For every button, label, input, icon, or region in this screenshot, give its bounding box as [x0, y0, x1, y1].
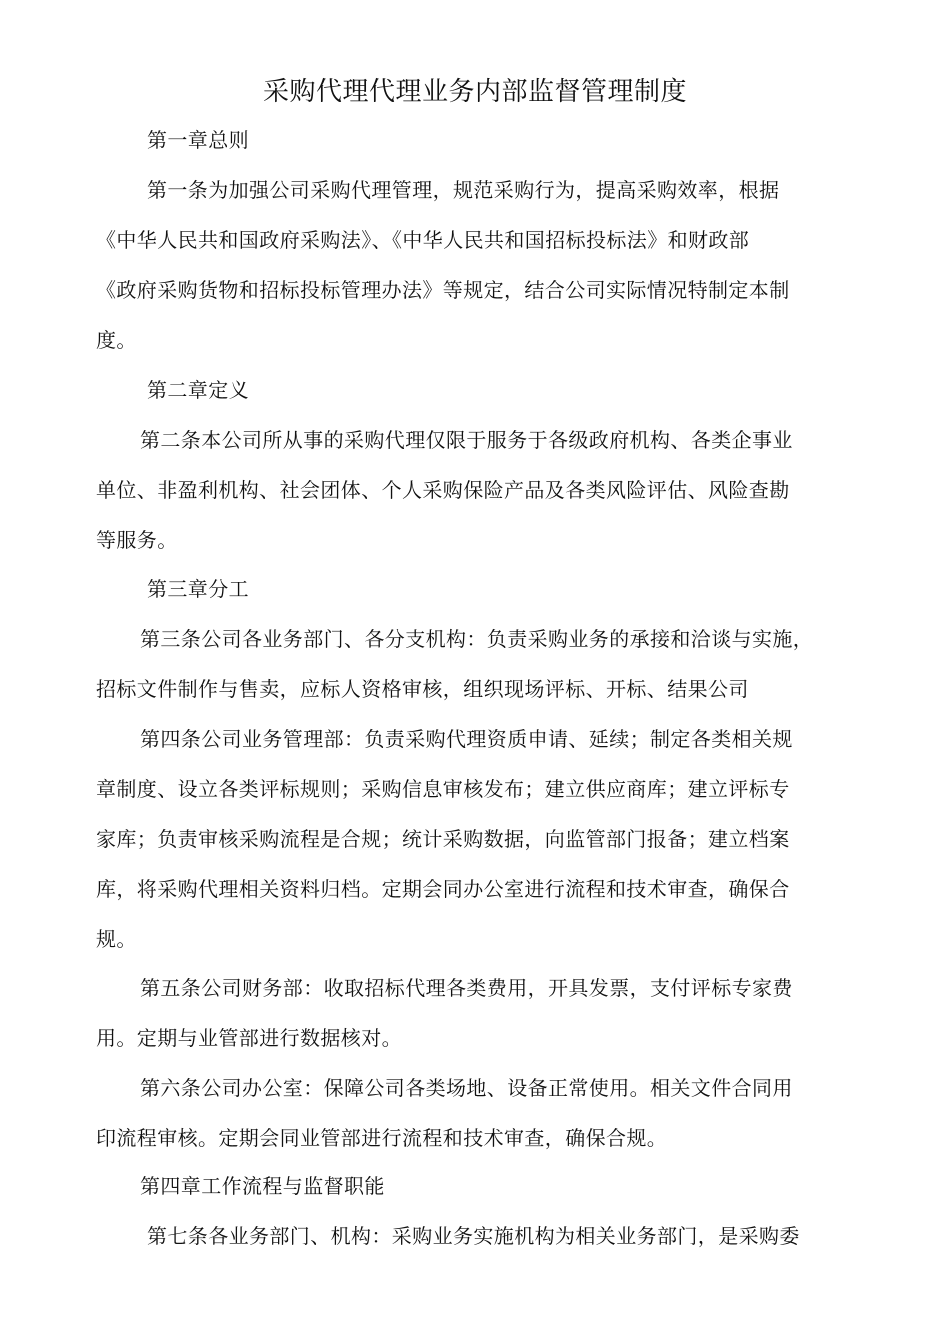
- paragraph-line: 印流程审核。定期会同业管部进行流程和技术审查，确保合规。: [96, 1126, 668, 1150]
- paragraph-line: 家库；负责审核采购流程是合规；统计采购数据，向监管部门报备；建立档案: [96, 827, 790, 851]
- chapter-heading: 第三章分工: [147, 577, 249, 601]
- chapter-heading: 第四章工作流程与监督职能: [140, 1174, 385, 1198]
- paragraph-line: 第六条公司办公室：保障公司各类场地、设备正常使用。相关文件合同用: [140, 1076, 793, 1100]
- paragraph-line: 规。: [96, 927, 137, 951]
- paragraph-line: 《政府采购货物和招标投标管理办法》等规定，结合公司实际情况特制定本制: [96, 278, 790, 302]
- paragraph-line: 第七条各业务部门、机构：采购业务实施机构为相关业务部门，是采购委: [147, 1224, 800, 1248]
- paragraph-line: 第三条公司各业务部门、各分支机构：负责采购业务的承接和洽谈与实施，: [140, 627, 814, 651]
- paragraph-line: 章制度、设立各类评标规则；采购信息审核发布；建立供应商库；建立评标专: [96, 777, 790, 801]
- paragraph-line: 第二条本公司所从事的采购代理仅限于服务于各级政府机构、各类企事业: [140, 428, 793, 452]
- paragraph-line: 库，将采购代理相关资料归档。定期会同办公室进行流程和技术审查，确保合: [96, 877, 790, 901]
- paragraph-line: 《中华人民共和国政府采购法》、《中华人民共和国招标投标法》和财政部: [96, 228, 750, 252]
- paragraph-line: 用。定期与业管部进行数据核对。: [96, 1026, 402, 1050]
- paragraph-line: 第五条公司财务部：收取招标代理各类费用，开具发票，支付评标专家费: [140, 976, 793, 1000]
- paragraph-line: 等服务。: [96, 528, 178, 552]
- paragraph-line: 单位、非盈利机构、社会团体、个人采购保险产品及各类风险评估、风险查勘: [96, 478, 790, 502]
- document-title: 采购代理代理业务内部监督管理制度: [262, 77, 687, 107]
- chapter-heading: 第一章总则: [147, 128, 249, 152]
- paragraph-line: 第一条为加强公司采购代理管理，规范采购行为，提高采购效率，根据: [147, 178, 780, 202]
- chapter-heading: 第二章定义: [147, 378, 249, 402]
- paragraph-line: 第四条公司业务管理部：负责采购代理资质申请、延续；制定各类相关规: [140, 727, 793, 751]
- paragraph-line: 招标文件制作与售卖，应标人资格审核，组织现场评标、开标、结果公司: [96, 677, 749, 701]
- paragraph-line: 度。: [96, 328, 137, 352]
